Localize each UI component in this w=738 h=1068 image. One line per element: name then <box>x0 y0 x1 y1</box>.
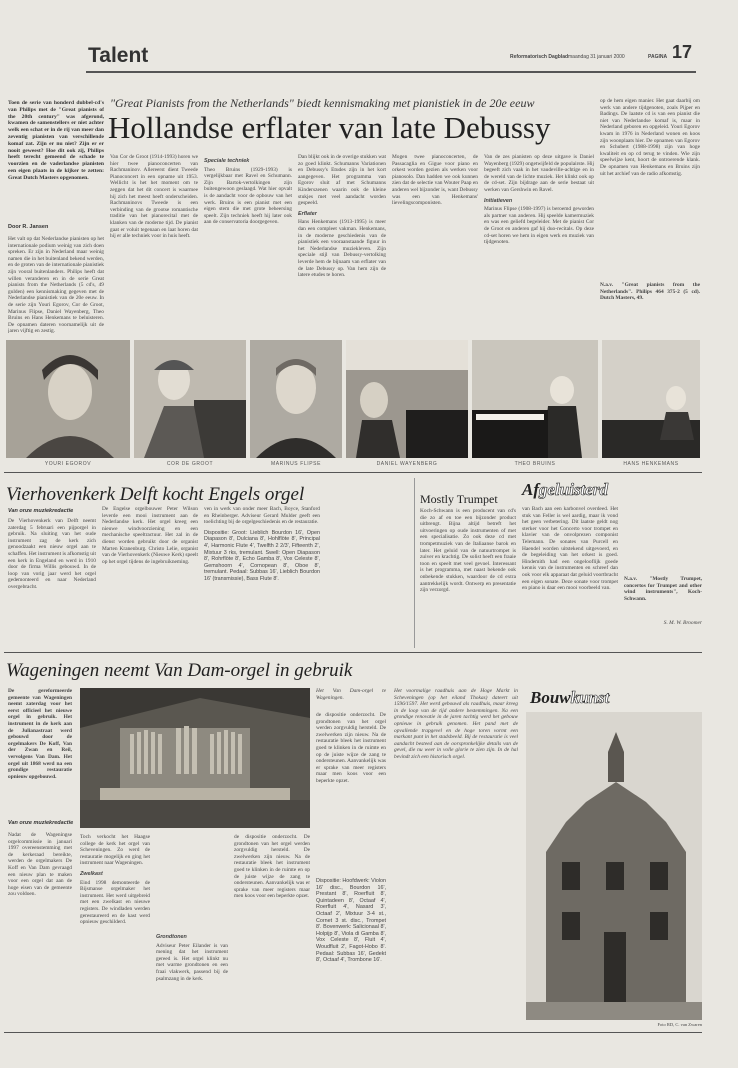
wageningen-subhead-1: Zwelkast <box>80 870 103 877</box>
organ-headline: Vierhovenkerk Delft kocht Engels orgel <box>6 484 305 505</box>
wageningen-column-2 <box>80 834 150 1024</box>
bouwkunst-title <box>530 688 609 708</box>
lead-subhead-1: Speciale techniek <box>204 158 250 164</box>
wageningen-headline: Wageningen neemt Van Dam-orgel in gebruik <box>6 660 353 681</box>
caption-youri-egorov: YOURI EGOROV <box>44 461 92 467</box>
portrait-icon <box>6 340 130 458</box>
caption-daniel-wayenberg: DANIEL WAYENBERG <box>376 461 438 467</box>
masthead-rule <box>86 71 696 73</box>
wageningen-disposition: Dispositie: Hoofdwerk: Violon 16' disc., Bourdon 16', Prestant 8', Roerfluit 8', Quintadeen 8', Octaaf 4', Roerfluit 4', Nasard 3', Octaaf 2', Mixtuur 3-4 st., Cornet 3 st. disc., Trompet 8'. Bovenwerk: Salicionaal 8', Holpijp 8', Viola di Gamba 8', Vox Celeste 8', Fluit 4', Woudfluit 2', Fagot-Hobo 8'. Pedaal: Subbas 16', Gedekt 8', Octaaf 4', Trombone 16'. <box>316 878 386 964</box>
photo-daniel-wayenberg <box>346 340 468 458</box>
building-icon <box>526 712 702 1020</box>
mostly-body: Koch-Schwann is een producent van cd's die zo af en toe een bijzonder product uitbrengt. Bijna altijd betreft het uitvoeringen op oude instrumenten of met een specialisatie. Zo ook deze cd met trompetmuziek van de Italiaanse barok en later. Het geluid van de natuurtrompet is zuiver en krachtig. De solist heeft een fraaie toon en speelt met veel gevoel. Interessant is het programma, met naast bekende ook onbekende stukken, waardoor de cd extra aantrekkelijk wordt. Ontwerp en presentatie zijn verzorgd. <box>420 508 516 594</box>
organ-icon <box>80 688 310 828</box>
wageningen-column-3 <box>156 834 228 1024</box>
pagina-label: PAGINA <box>648 54 668 60</box>
lead-column-5: Mogen twee pianoconcerten, de Passacaglia en Gigue voor piano en orkest worden gezien als werken voor pianosolo. Dan hadden we ook kunnen zien dat de selectie van Wouter Paap en anderen wel bijzonder is, want Debussy was een van Henkemans' lievelingscomponisten. <box>392 154 478 207</box>
afgeluisterd-column-1: van Bach aan een karbonvel overdeed. Het stuk van Feller is wel aardig, maar ik vond het geen verbetering. Dit laatste geldt nog sterker voor het Concerto voor trompet en klavier van de onvolprezen componist Telemann. De sonates van Purcell en Haendel worden uitstekend uitgevoerd, en de begeleiding van het orkest is goed. Hindemith had een ongelooflijk goede kennis van de instrumenten en schreef dan ook voor elk apparaat dat geluid voortbracht een eigen sonate. Deze sonate voor trompet en piano is daar een mooi voorbeeld van. <box>522 506 618 592</box>
organ-byline: Van onze muziekredactie <box>8 508 74 514</box>
bouwkunst-body: Het voormalige raadhuis aan de Hoge Markt in Scheveningen (op het eiland Thokas) dateert uit 1596/1597. Het werd gebouwd als raadhuis, maar kreeg in de loop van de tijd andere bestemmingen. Na een grondige renovatie in de jaren tachtig werd het gebouw opnieuw in gebruik genomen. Het pand met de opvallende trapgevel en de hoge toren vormt een markant punt in het stadsbeeld. Bij de restauratie is veel aandacht besteed aan de oorspronkelijke details van de gevel, die nu weer in volle glorie te zien zijn. In de hal bevindt zich een historisch orgel. <box>394 688 518 760</box>
page-number: 17 <box>672 42 693 62</box>
photo-marinus-flipse <box>250 340 342 458</box>
section-title: Talent <box>88 44 149 67</box>
lead-column-4-text: Dan blijkt ook in de overige stukken wat zo goed klinkt. Schumanns Variationen en Debussy's Etudes zijn in het kort aangegeven. Het programma van Egorov sluit af met Schumanns Kinderszenen waarin ook de kleine stukjes met veel aandacht worden gespeeld. <box>298 154 386 207</box>
afgeluisterd-signature: S. M. W. Broomer <box>663 620 702 627</box>
portrait-icon <box>346 340 468 458</box>
afgeluisterd-title <box>522 480 620 500</box>
mostly-headline: Mostly Trumpet <box>420 492 498 506</box>
organ-column-2: De Engelse orgelbouwer Peter Wilson leverde een mooi instrument aan de Nederlandse kerk. Het orgel kreeg een nieuwe windvoorziening en een mechanische speeltractuur. Het zal in de dienst worden gebruikt door de organist Marten Kranenburg. Christo Lelie, organist van de Vierhovenkerk (Nieuwe Kerk) speelt op het orgel tijdens de ingebruikneming. <box>102 506 198 565</box>
bouwkunst-title-a: Bouw <box>530 688 571 707</box>
issue-date: maandag 31 januari 2000 <box>568 54 625 60</box>
lead-column-3 <box>204 154 292 250</box>
lead-headline: Hollandse erflater van late Debussy <box>108 110 551 145</box>
wageningen-subhead-2: Grondtonen <box>156 934 187 940</box>
afgeluisterd-title-a: Af <box>522 480 539 499</box>
bouwkunst-title-b: kunst <box>570 688 610 707</box>
wageningen-column-2-text: Toch verkocht het Haagse college de kerk het orgel van Scheveningen. Zo werd de restauratie mogelijk en ging het instrument naar Wageningen. <box>80 834 150 867</box>
lead-byline: Door R. Jansen <box>8 224 49 230</box>
wageningen-column-3-text: Adviseur Peter Eilander is van mening dat het instrument gereed is. Het orgel klinkt nu met warme grondtonen en een fraai vlakwerk, passend bij de psalmzang in de kerk. <box>156 942 228 982</box>
wageningen-intro: De gereformeerde gemeente van Wageningen neemt zaterdag voor het eerst officieel het nieuwe orgel in gebruik. Het instrument in de kerk aan de Julianastraat werd gebouwd door de orgelmakers De Koff, Van der Zwan en Reil, vervolgens Van Dam. Het orgel uit 1868 werd na een grondige restauratie opnieuw opgebouwd. <box>8 688 72 780</box>
lead-intro: Toen de serie van honderd dubbel-cd's van Philips met de "Great pianists of the 20th century" was afgerond, kwamen de samenstellers er niet achter welk een schat er in de rij van meer dan zeventig pianisten van verschillende komaf zat. Zijn er nu niet? Zijn er er nooit geweest? Hoe dit ook zij, Philips heeft terecht gemeend de schade te voorzien en de vaderlandse pianisten een eigen plaats in de kijker te zetten: Great Dutch Masters opgenomen. <box>8 100 104 181</box>
caption-cor-de-groot: COR DE GROOT <box>166 461 214 467</box>
bouwkunst-photo-credit: Foto RD, C. van Zwaren <box>657 1022 702 1027</box>
masthead <box>0 40 738 70</box>
newspaper-name: Reformatorisch Dagblad <box>510 54 569 60</box>
wageningen-column-2-text-b: Eind 1998 demonteerde de Bijsmanse orgelmaker het instrument. Het werd uitgebreid met een zwelkast en nieuwe registers. De windladen werden gerestaureerd en de kast werd opnieuw geschilderd. <box>80 879 150 926</box>
lead-column-6-text-b: Marinus Flipse (1908-1997) is beroemd geworden als partner van anderen. Hij speelde kamermuziek en was een geliefd begeleider. Met de pianist Cor de Groot en anderen gaf hij duo-recitals. Op deze cd-set horen we hem in eigen werk en muziek van tijdgenoten. <box>484 206 594 246</box>
lead-column-3-text: Theo Bruins (1929-1993) is vergelijkbaar met Ravel en Schumann. Zijn Bartok-vertolkingen zijn buitengewoon geslaagd. Wat hier opvalt is de aandacht voor de opbouw van het werk. Bruins is een pianist met een eigen stem die met grote beheersing speelt. Zijn techniek heeft hij later ook aan de conservatoria doorgegeven. <box>204 166 292 226</box>
lead-info-box: N.a.v. "Great pianists from the Netherlands". Philips 464 375-2 (5 cd). Dutch Masters, 49. <box>600 282 700 302</box>
portrait-icon <box>134 340 246 458</box>
photo-youri-egorov <box>6 340 130 458</box>
caption-theo-bruins: THEO BRUINS <box>514 461 556 467</box>
wageningen-photo-caption: Het Van Dam-orgel te Wageningen. <box>316 688 386 701</box>
photo-raadhuis <box>526 712 702 1020</box>
wageningen-column-5: de dispositie onderzocht. De grondtonen van het orgel werden zorgvuldig hersteld. De zwelwerken zijn nieuw. Na de restauratie bleek het instrument goed te klinken in de ruimte en op de juiste wijze de zang te ondersteunen. Aanvankelijk was er sprake van meer registers maar men koos voor een beperkte opzet. <box>316 712 386 784</box>
lead-column-6 <box>484 154 594 354</box>
portrait-icon <box>250 340 342 458</box>
caption-marinus-flipse: MARINUS FLIPSE <box>270 461 322 467</box>
lead-column-2: Van Cor de Groot (1914-1993) horen we hier twee pianoconcerten van Rachmaninov. Allereerst dient Tweede Pianoconcert in een opname uit 1953. Wellicht is het het moment om te zeggen dat het dit concert is waarmee hij zich het meest heeft onderscheiden. Rachmaninovs Tweede is een verbinding van de grootse romantische traditie van het pianorecital met de klanken van de moderne tijd. De pianist gaat er voluit tegenaan en laat horen dat hij er alle techniek voor in huis heeft. <box>110 154 198 240</box>
afgeluisterd-footer: N.a.v. "Mostly Trumpet, concertos for Trumpet and other wind instruments", Koch-Schwann. <box>624 576 702 602</box>
photo-hans-henkemans <box>602 340 700 458</box>
page-bottom-rule <box>4 1032 702 1033</box>
portrait-icon <box>472 340 598 458</box>
portrait-icon <box>602 340 700 458</box>
lead-column-4 <box>298 154 386 364</box>
wageningen-byline: Van onze muziekredactie <box>8 820 74 826</box>
organ-column-3 <box>204 506 320 650</box>
lead-column-1: Het valt op dat Nederlandse pianisten op het internationale podium weinig van zich doen spreken. Er zijn in Nederland maar weinig namen die in het buitenland bekend werden, en de groten van de internationale pianistiek zijn vooral buitenlanders. Philips heeft dat willen veranderen en in de serie Great pianists from the Netherlands (5 cd's, 49 gulden) een kennismaking gegeven met de Nederlandse pianistiek van de 20e eeuw. In de serie zijn Youri Egorov, Cor de Groot, Marinus Flipse, Daniel Wayenberg, Theo Bruins en Hans Henkemans te beluisteren. De opnamen dateren voornamelijk uit de jaren vijftig en zestig. <box>8 236 104 334</box>
lead-kicker: "Great Pianists from the Netherlands" biedt kennismaking met pianistiek in de 20e eeuw <box>110 96 535 110</box>
wageningen-column-1: Nadat de Wageningse orgelcommissie in januari 1997 overeenstemming met de kerkeraad bereikte, werden de orgelmakers De Koff en Van Dam gevraagd een nieuw plan te maken voor een orgel dat aan de hoge eisen van de gemeente zou voldoen. <box>8 832 72 898</box>
section-divider-2 <box>4 652 702 653</box>
organ-column-3-text: ven in werk van onder meer Bach, Boyce, Stanford en Rheinberger. Adviseur Gerard Mulder geeft een toelichting bij de orgelgeschiedenis en de restauratie. <box>204 506 320 526</box>
photo-theo-bruins <box>472 340 598 458</box>
column-divider <box>414 478 415 648</box>
photo-van-dam-orgel <box>80 688 310 828</box>
caption-hans-henkemans: HANS HENKEMANS <box>623 461 679 467</box>
organ-column-1: De Vierhovenkerk van Delft neemt zaterdag 5 februari een pijporgel in gebruik. Na sluiting van het oude instrument zag de kerk zich genoodzaakt een nieuw orgel aan te schaffen. Het instrument is afkomstig uit een kerk in Engeland en werd in 1910 door de firma Willis gebouwd. In de loop van vorig jaar werd het orgel gedemonteerd en naar Nederland overgebracht. <box>8 518 96 590</box>
photo-cor-de-groot <box>134 340 246 458</box>
afgeluisterd-title-b: geluisterd <box>539 480 608 499</box>
wageningen-column-4: de dispositie onderzocht. De grondtonen van het orgel werden zorgvuldig hersteld. De zwelwerken zijn nieuw. Na de restauratie bleek het instrument goed te klinken in de ruimte en op de juiste wijze de zang te ondersteunen. Aanvankelijk was er sprake van meer registers maar men koos voor een beperkte opzet. <box>234 834 310 900</box>
section-divider-1 <box>4 472 702 473</box>
lead-column-6-text: Van de zes pianisten op deze uitgave is Daniel Wayenberg (1929) ongetwijfeld de populairste. Hij begeeft zich vaak in het vaudeville-achtige en in de wereld van de lichte muziek. Het klinkt ook op de cd-set. Zijn bijdrage aan de serie bestaat uit werken van Gershwin en Ravel. <box>484 154 594 193</box>
lead-subhead-3: Initiatieven <box>484 197 513 204</box>
lead-column-4-text-b: Hans Henkemans (1913-1995) is meer dan een compleet vakman. Henkemans, in de moderne geschiedenis van de pianistiek een vooraanstaande figuur in het Nederlandse muziekleven. Zijn speciale stijl van Debussy-vertolking leverde hem de bijnaam van erflater van de late Debussy op. Van hem zijn de latere etudes te horen. <box>298 219 386 279</box>
organ-disposition: Dispositie: Groot: Lieblich Bourdon 16', Open Diapason 8', Dulciana 8', Hohlflöte 8', Principal 4', Harmonic Flute 4', Twelfth 2 2/3', Fifteenth 2', Mixtuur 3 rks, tremulant. Swell: Open Diapason 8', Rohrflöte 8', Echo Gamba 8', Vox Celeste 8', Gemshoorn 4', Cornopean 8', Oboe 8', tremulant. Pedaal: Subbas 16', Lieblich Bourdon 16' (transmissie), Bass Flute 8'. <box>204 529 320 582</box>
afgeluisterd-column-2 <box>624 480 702 650</box>
lead-column-7: op de hem eigen manier. Het gaat daarbij om werk van andere tijdgenoten, zoals Pijper en Badings. De laatste cd is van een pianist die niet van Nederlandse komaf is, maar in Nederland geboren en opgeleid. Youri Egorov kwam in 1976 in Nederland wonen en koos zijn woonplaats hier. De opnamen van Egorov en Schubert (1988-1998) zijn van hoge kwaliteit en op cd terug te vinden. Wie zijn speelwijze kent, hoort de ontroerende klank. De opnamen van Henkemans en Bruins zijn uit het archief van de radio afkomstig. <box>600 98 700 177</box>
lead-subhead-2: Erflater <box>298 210 317 217</box>
